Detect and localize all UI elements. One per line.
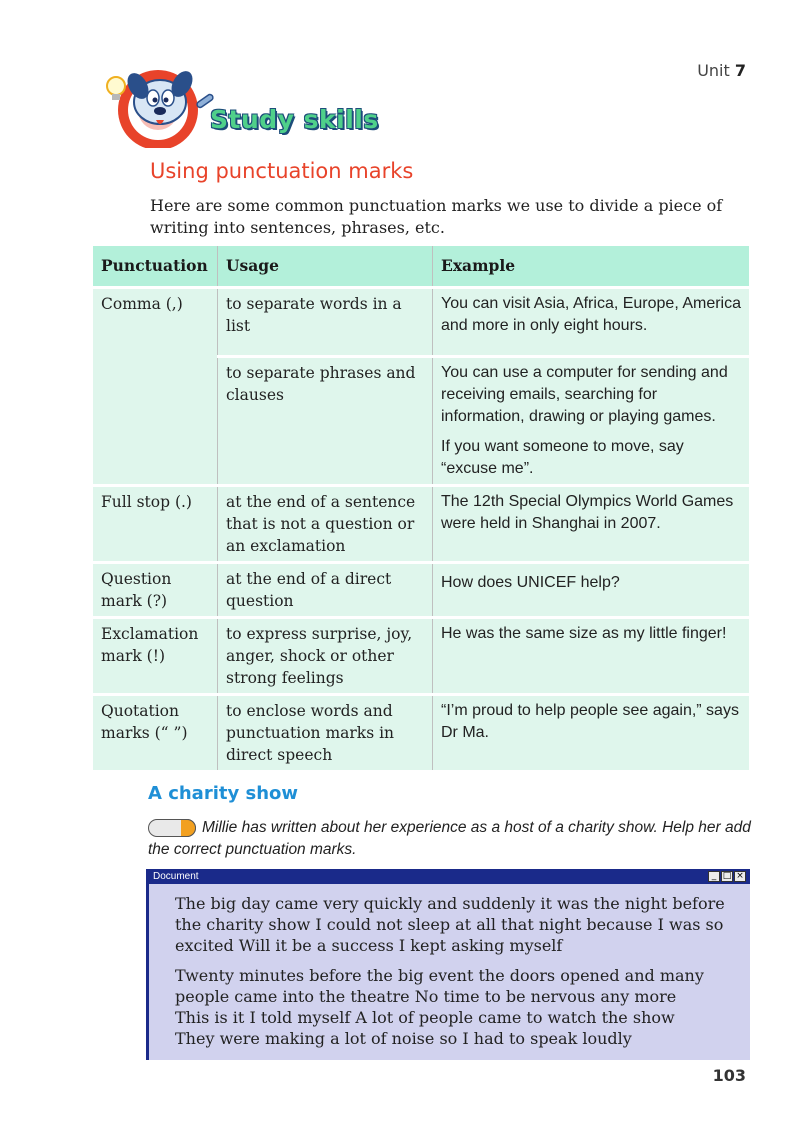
- cell-example: [433, 486, 750, 563]
- cell-punctuation: Quotation marks (“ ”): [93, 695, 218, 772]
- document-paragraph: [175, 893, 736, 956]
- cell-usage: to express surprise, joy, anger, shock or other strong feelings: [218, 618, 433, 695]
- document-window: [146, 869, 750, 1060]
- intro-text: Here are some common punctuation marks we use to divide a piece of writing into sentences, phrases, etc.: [150, 196, 723, 237]
- document-line: Twenty minutes before the big event the doors opened and many: [175, 966, 704, 985]
- example-text: If you want someone to move, say “excuse me”.: [441, 438, 684, 477]
- table-row: [93, 618, 749, 695]
- cell-example: [433, 357, 750, 486]
- study-skills-title: Study skills: [210, 105, 379, 134]
- example-text: You can use a computer for sending and receiving emails, searching for information, drawing or playing games.: [441, 364, 728, 425]
- lightbulb-icon: [107, 77, 125, 95]
- cell-punctuation: Comma (,): [93, 288, 218, 486]
- table-row: [93, 695, 749, 772]
- cell-punctuation: Exclamation mark (!): [93, 618, 218, 695]
- cell-punctuation: Full stop (.): [93, 486, 218, 563]
- cell-example: [433, 288, 750, 357]
- table-row: [93, 486, 749, 563]
- study-skills-logo: [98, 64, 228, 148]
- cell-usage: to enclose words and punctuation marks in direct speech: [218, 695, 433, 772]
- document-line: This is it I told myself A lot of people came to watch the show: [175, 1008, 675, 1027]
- cell-example: [433, 695, 750, 772]
- document-line: people came into the theatre No time to be nervous any more: [175, 987, 677, 1006]
- page-number: 103: [712, 1066, 746, 1085]
- close-button[interactable]: ×: [734, 871, 746, 882]
- charity-title: A charity show: [148, 783, 299, 804]
- document-line: excited Will it be a success I kept asking myself: [175, 936, 563, 955]
- cell-example: [433, 563, 750, 618]
- maximize-button[interactable]: □: [722, 871, 732, 881]
- example-text: He was the same size as my little finger!: [441, 625, 727, 642]
- unit-number: 7: [734, 61, 746, 80]
- minimize-button[interactable]: _: [708, 871, 720, 882]
- table-row: [93, 288, 749, 357]
- example-text: You can visit Asia, Africa, Europe, America and more in only eight hours.: [441, 295, 742, 334]
- window-titlebar[interactable]: [149, 869, 750, 884]
- document-line: The big day came very quickly and suddenly it was the night before: [175, 894, 725, 913]
- document-paragraph: [175, 965, 736, 1049]
- cell-punctuation: Question mark (?): [93, 563, 218, 618]
- cell-example: [433, 618, 750, 695]
- example-text: The 12th Special Olympics World Games were held in Shanghai in 2007.: [441, 493, 734, 532]
- document-body: [149, 884, 750, 1049]
- instruction-text: Millie has written about her experience as a host of a charity show. Help her add the correct punctuation marks.: [148, 819, 751, 858]
- example-text: How does UNICEF help?: [441, 574, 620, 591]
- section-title: Using punctuation marks: [150, 159, 414, 183]
- header-punctuation: Punctuation: [93, 246, 218, 288]
- table-row: [93, 563, 749, 618]
- header-usage: Usage: [218, 246, 433, 288]
- table-header-row: [93, 246, 749, 288]
- header-example: Example: [433, 246, 750, 288]
- unit-word: Unit: [697, 61, 730, 80]
- cell-usage: at the end of a sentence that is not a question or an exclamation: [218, 486, 433, 563]
- unit-label: [697, 61, 746, 80]
- cell-usage: at the end of a direct question: [218, 563, 433, 618]
- document-line: They were making a lot of noise so I had to speak loudly: [175, 1029, 632, 1048]
- cell-usage: to separate words in a list: [218, 288, 433, 357]
- document-line: the charity show I could not sleep at all that night because I was so: [175, 915, 724, 934]
- cell-usage: to separate phrases and clauses: [218, 357, 433, 486]
- punctuation-table: [93, 246, 749, 773]
- window-title: Document: [153, 871, 199, 882]
- example-text: “I’m proud to help people see again,” says Dr Ma.: [441, 702, 739, 741]
